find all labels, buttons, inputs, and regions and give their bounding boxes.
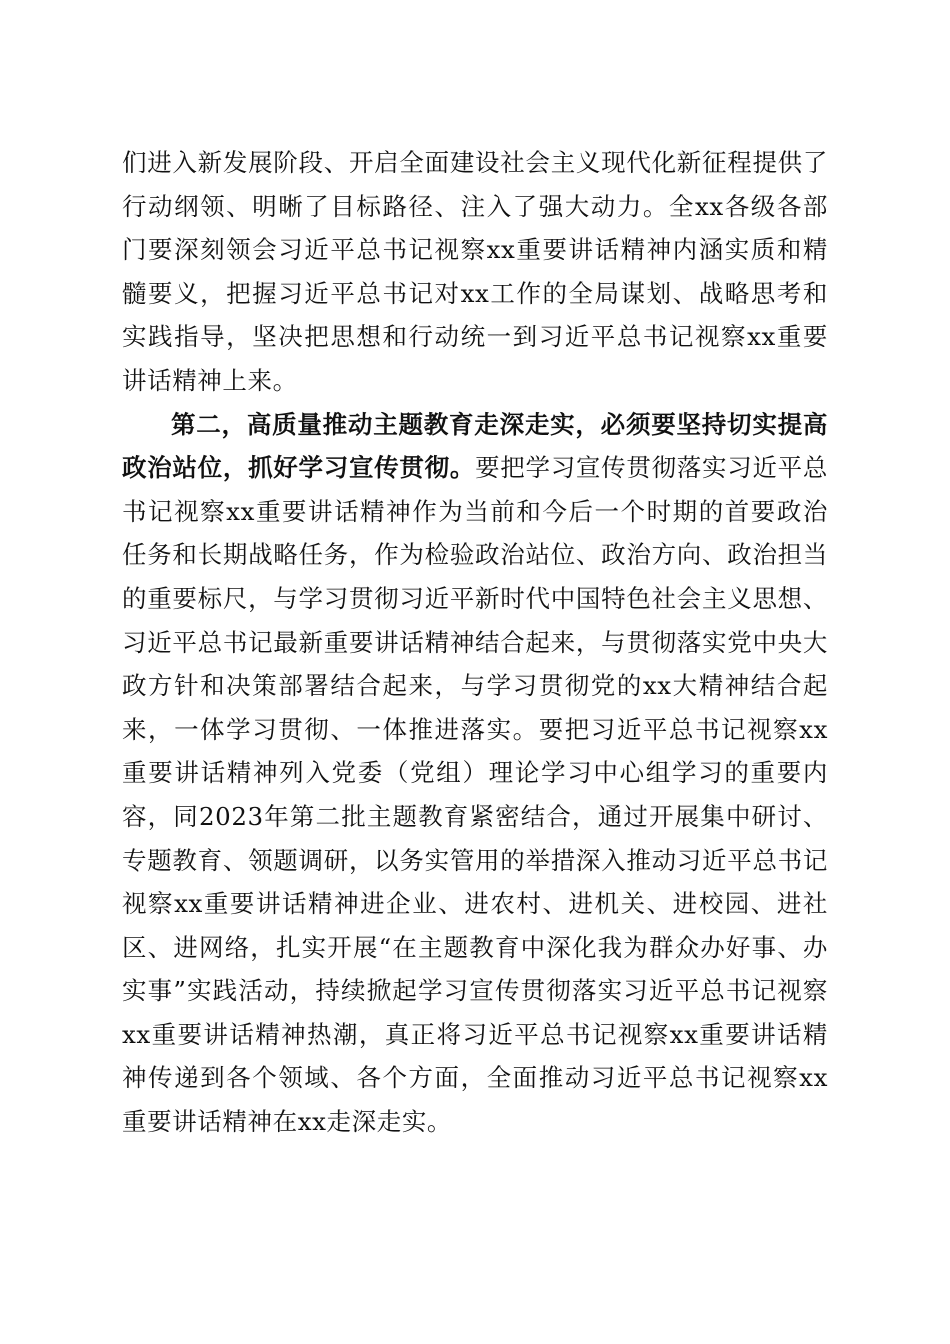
paragraph-lead-heading: 第二，高质量推动主题教育走深走实，必须要坚持切实提高政治站位，抓好学习宣传贯彻。: [122, 409, 828, 483]
document-body: [122, 141, 828, 1144]
paragraph-text: 们进入新发展阶段、开启全面建设社会主义现代化新征程提供了行动纲领、明晰了目标路径、注入了强大动力。全xx各级各部门要深刻领会习近平总书记视察xx重要讲话精神内涵实质和精髓要义，把握习近平总书记对xx工作的全局谋划、战略思考和实践指导，坚决把思想和行动统一到习近平总书记视察xx重要讲话精神上来。: [122, 148, 828, 395]
paragraph-text: 要把学习宣传贯彻落实习近平总书记视察xx重要讲话精神作为当前和今后一个时期的首要政治任务和长期战略任务，作为检验政治站位、政治方向、政治担当的重要标尺，与学习贯彻习近平新时代中国特色社会主义思想、习近平总书记最新重要讲话精神结合起来，与贯彻落实党中央大政方针和决策部署结合起来，与学习贯彻党的xx大精神结合起来，一体学习贯彻、一体推进落实。要把习近平总书记视察xx重要讲话精神列入党委（党组）理论学习中心组学习的重要内容，同2023年第二批主题教育紧密结合，通过开展集中研讨、专题教育、领题调研，以务实管用的举措深入推动习近平总书记视察xx重要讲话精神进企业、进农村、进机关、进校园、进社区、进网络，扎实开展“在主题教育中深化我为群众办好事、办实事”实践活动，持续掀起学习宣传贯彻落实习近平总书记视察xx重要讲话精神热潮，真正将习近平总书记视察xx重要讲话精神传递到各个领域、各个方面，全面推动习近平总书记视察xx重要讲话精神在xx走深走实。: [122, 453, 828, 1137]
paragraph-second-point: [122, 403, 828, 1144]
paragraph-continuation: [122, 141, 828, 403]
